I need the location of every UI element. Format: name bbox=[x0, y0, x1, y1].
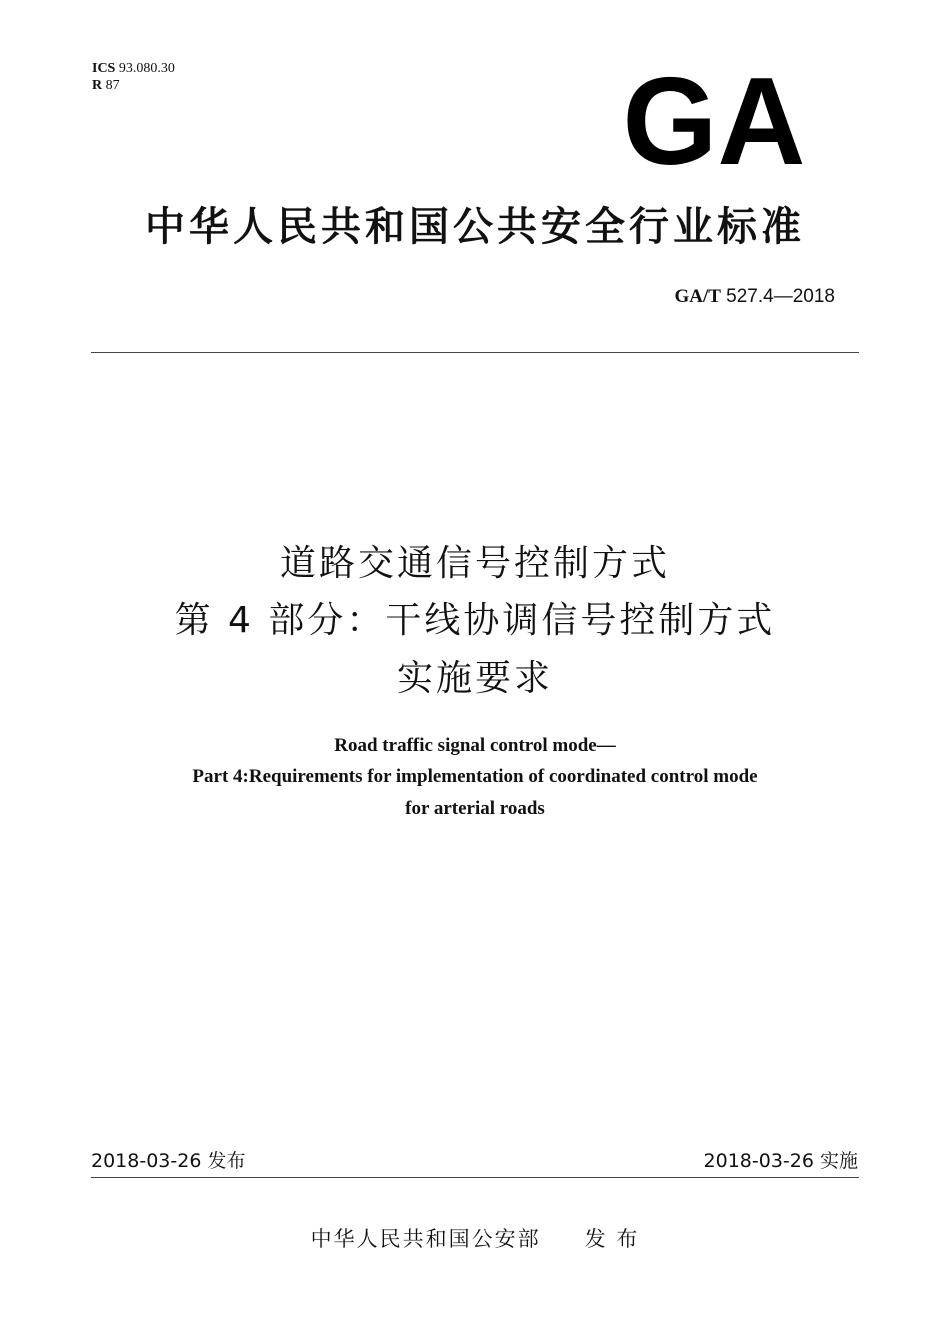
publisher bbox=[0, 1223, 950, 1253]
ga-logo-text: GA bbox=[622, 72, 806, 166]
top-divider bbox=[91, 352, 859, 353]
ics-label: ICS bbox=[92, 61, 116, 76]
publisher-name: 中华人民共和国公安部 bbox=[310, 1227, 541, 1251]
ics-line bbox=[92, 60, 175, 77]
standard-number-value: 527.4—2018 bbox=[726, 286, 835, 307]
ccs-line bbox=[92, 77, 175, 94]
publisher-action: 发 布 bbox=[584, 1227, 640, 1251]
chinese-title-line-2: 第 4 部分：干线协调信号控制方式 bbox=[174, 600, 776, 641]
standard-number bbox=[674, 286, 835, 308]
implementation-date: 2018-03-26 实施 bbox=[703, 1150, 858, 1172]
issue-date: 2018-03-26 发布 bbox=[91, 1150, 246, 1172]
ccs-label: R bbox=[92, 78, 103, 93]
bottom-divider bbox=[91, 1177, 859, 1178]
ccs-code: 87 bbox=[105, 78, 120, 93]
ics-code: 93.080.30 bbox=[118, 61, 175, 76]
classification-codes bbox=[92, 60, 175, 94]
standard-title: 中华人民共和国公共安全行业标准 bbox=[145, 204, 805, 250]
ga-logo bbox=[622, 72, 807, 166]
english-title-line-2: Part 4:Requirements for implementation of coordinated control mode bbox=[192, 766, 758, 787]
standard-number-prefix: GA/T bbox=[674, 286, 721, 307]
english-title-line-3: for arterial roads bbox=[405, 798, 545, 819]
chinese-title-line-3: 实施要求 bbox=[396, 658, 553, 699]
english-title-line-1: Road traffic signal control mode— bbox=[334, 735, 616, 756]
chinese-title-line-1: 道路交通信号控制方式 bbox=[279, 543, 670, 584]
